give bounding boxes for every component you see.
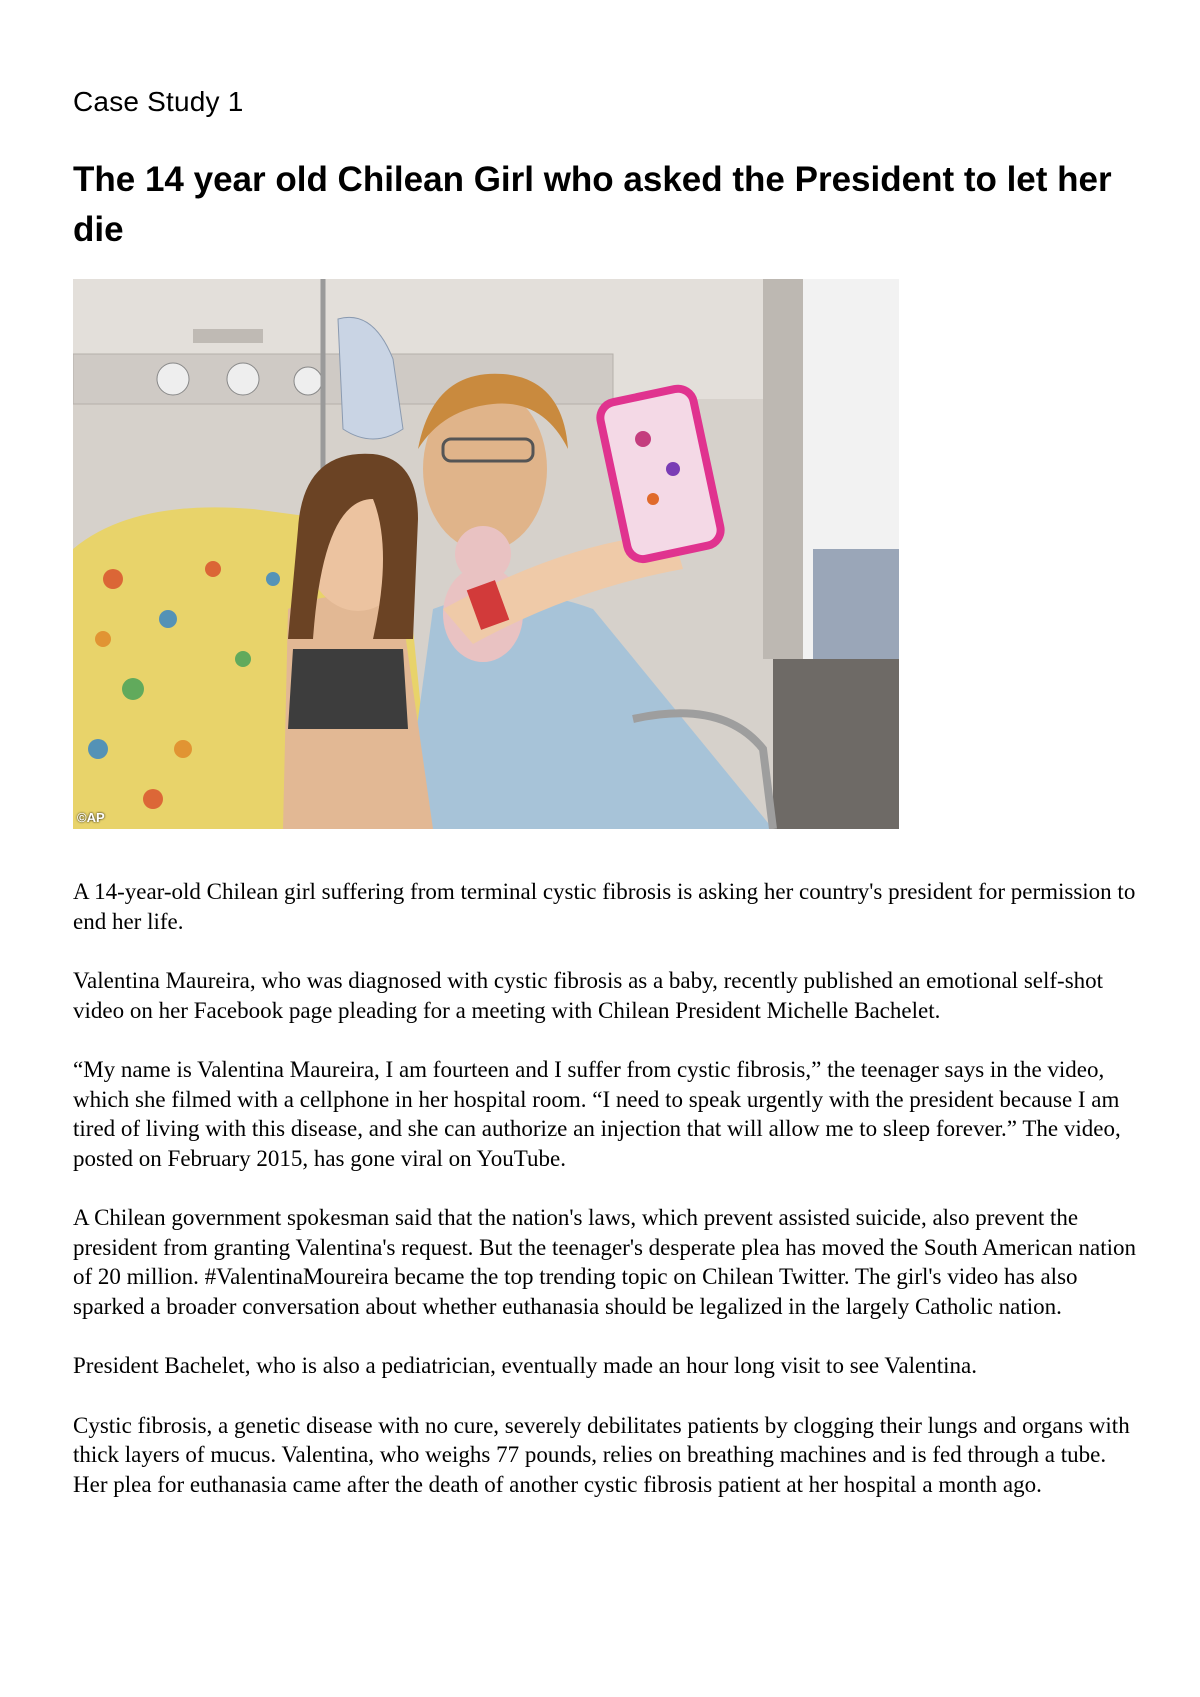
paragraph: Cystic fibrosis, a genetic disease with no cure, severely debilitates patients by clogging their lungs and organs with thick layers of mucus. Valentina, who weighs 77 pounds, relies on breathing machines and is fed through a tube. Her plea for euthanasia came after the death of another cystic fibrosis patient at her hospital a month ago. — [73, 1412, 1130, 1497]
paragraph: A Chilean government spokesman said that the nation's laws, which prevent assisted suicide, also prevent the president from granting Valentina's request. But the teenager's desperate plea has moved the South American nation of 20 million. #ValentinaMoureira became the top trending topic on Chilean Twitter. The girl's video has also sparked a broader conversation about whether euthanasia should be legalized in the largely Catholic nation. — [73, 1205, 1136, 1319]
headline: The 14 year old Chilean Girl who asked the President to let her die — [73, 160, 1112, 249]
case-study-label: Case Study 1 — [73, 86, 244, 117]
article-photo — [73, 279, 899, 829]
photo-credit: ©AP — [77, 810, 105, 825]
paragraph: Valentina Maureira, who was diagnosed with cystic fibrosis as a baby, recently published an emotional self-shot video on her Facebook page pleading for a meeting with Chilean President Michelle Bachelet. — [73, 968, 1104, 1023]
article-body — [73, 877, 1143, 1529]
photo-icon — [73, 279, 899, 829]
paragraph: A 14-year-old Chilean girl suffering from terminal cystic fibrosis is asking her country's president for permission to end her life. — [73, 879, 1136, 934]
paragraph: “My name is Valentina Maureira, I am fourteen and I suffer from cystic fibrosis,” the teenager says in the video, which she filmed with a cellphone in her hospital room. “I need to speak urgently with the president because I am tired of living with this disease, and she can authorize an injection that will allow me to sleep forever.” The video, posted on February 2015, has gone viral on YouTube. — [73, 1057, 1121, 1171]
paragraph: President Bachelet, who is also a pediatrician, eventually made an hour long visit to see Valentina. — [73, 1353, 977, 1378]
